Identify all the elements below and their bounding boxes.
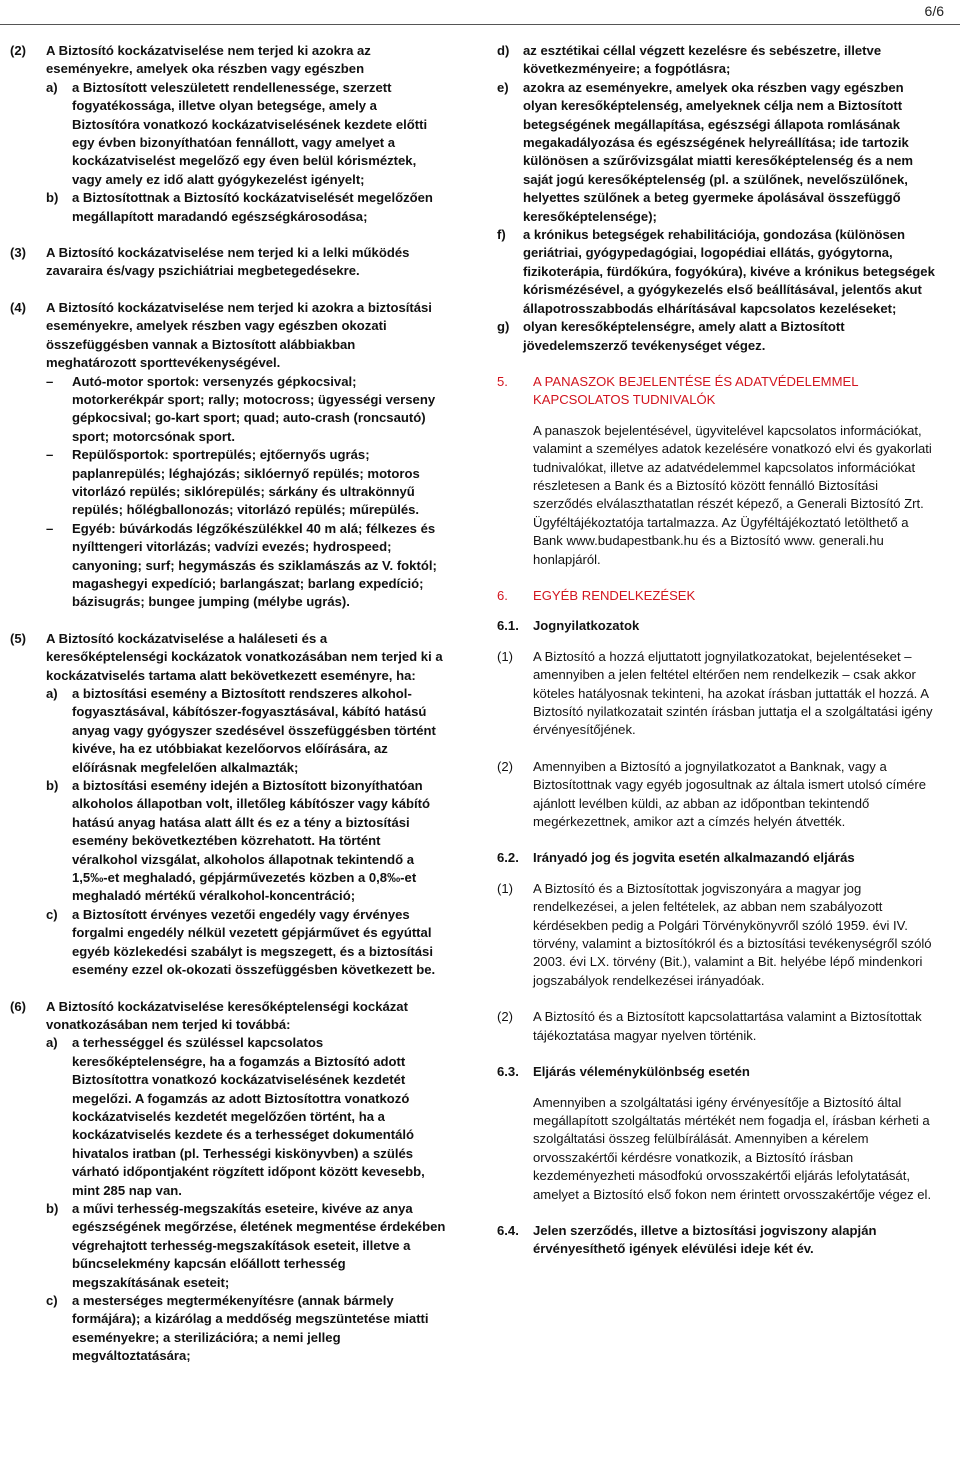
list-item [46,79,446,189]
item-text: a krónikus betegségek rehabilitációja, gondozása (különösen geriátriai, gyógypedagógiai, logopédiai ellátás, gyógytorna, fizikoterápia, fürdőkúra, fogyókúra), kivéve a krónikus betegségek kórismézésével, a gyógykezelés első beállításával, jelentős akut állapotrosszabbodás elhárításával kapcsolatos kezeléseket; [523,227,935,316]
list-item [497,226,937,318]
item-text: Autó-motor sportok: versenyzés gépkocsival; motorkerékpár sport; rally; motocross; ügyességi verseny gépkocsival; go-kart sport; quad; auto-crash (roncsautó) sport; motorcsónak sport. [72,373,436,444]
item-text: az esztétikai céllal végzett kezelésre és sebészetre, illetve következményeire; a fogpótlásra; [523,43,882,77]
section-title: Jognyilatkozatok [533,618,640,634]
item-label: e) [497,79,509,95]
dash-bullet: – [46,373,54,389]
paragraph-text: Amennyiben a szolgáltatási igény érvényesítője a Biztosító által megállapított szolgáltatás mértékét nem fogadja el, írásban kérheti a szolgáltatási összeg felülbírálását. Amennyiben a kérelem orvosszakértői kérdésre vonatkozik, a Biztosító írásban kezdeményezheti másodfokú orvosszakértői eljárás lefolytatását, amelyet a Biztosító első fokon nem érintett orvosszakértője végez el. [533,1094,932,1202]
section-number: 6.4. [497,1222,519,1238]
section-number: 6. [497,587,508,603]
section-3 [10,244,446,281]
item-label: a) [46,1035,58,1051]
section-number: 6.1. [497,618,519,634]
paragraph-number: (1) [497,880,514,896]
item-text: a Biztosított veleszületett rendellenessége, szerzett fogyatékossága, illetve olyan betegsége, amely a Biztosítóra vonatkozó kockázatviselésének kezdete előtti egy évben bizonyíthatóan fennállott, vagy amelyet a kockázatviselést megelőző egy éven belül kórisméztek, vagy amely ez idő alatt gyógykezelést igényelt; [72,79,428,187]
dash-bullet: – [46,447,54,463]
item-label: f) [497,227,506,243]
left-column [10,42,446,1366]
item-label: d) [497,43,510,58]
list-item [46,1200,446,1292]
item-label: c) [46,1293,58,1308]
paragraph [497,648,937,740]
item-text: olyan keresőképtelenségre, amely alatt a Biztosított jövedelemszerző tevékenységet végez. [523,319,845,353]
section-5 [10,630,446,980]
right-column [497,42,937,1259]
dash-bullet: – [46,520,54,536]
paragraph-text: A Biztosító és a Biztosítottak jogviszonyára a magyar jog rendelkezései, a jelen feltételek, az abban nem szabályozott kérdésekben pedig a Polgári Törvénykönyvről szóló 1959. évi IV. törvény, valamint a biztosítókról és a biztosítási tevékenységről szóló 2003. évi LX. törvény (Bit.), valamint a Bit. helyébe lépő mindenkori jogszabályok rendelkezései irányadóak. [533,880,932,988]
section-2 [10,42,446,226]
item-text: Egyéb: búvárkodás légzőkészülékkel 40 m alá; félkezes és nyílttengeri vitorlázás; vadvízi evezés; hydrospeed; canyoning; surf; hegymászás és sziklamászás az V. foktól; magashegyi expedíció; barlangászat; barlang expedíció; bázisugrás; bungee jumping (mélybe ugrás). [72,520,437,610]
page-number: 6/6 [924,3,944,19]
section-6-4 [497,1222,937,1259]
list-item [46,520,446,612]
paragraph-text: A Biztosító a hozzá eljuttatott jognyilatkozatokat, bejelentéseket – amennyiben a jelen feltétel eltérően nem rendelkezik – csak akkor köteles hatályosnak tekinteni, ha azokat írásban juttatták el hozzá. A Biztosító nyilatkozatait szintén írásban juttatja el a szolgáltatási igény érvényesítőjének. [533,648,933,738]
section-title: EGYÉB RENDELKEZÉSEK [533,587,696,603]
section-number: 6.2. [497,850,519,866]
item-text: a Biztosítottnak a Biztosító kockázatviselését megelőzően megállapított maradandó egészségkárosodása; [72,190,433,224]
item-label: b) [46,778,59,794]
section-5-heading [497,373,937,410]
paragraph-number: (2) [497,1009,514,1025]
item-label: c) [46,906,58,922]
section-text: A panaszok bejelentésével, ügyvitelével kapcsolatos információkat, valamint a személyes adatok kezelésére vonatkozó elvi és gyakorlati tudnivalókat, illetve az adatvédelemmel kapcsolatos információkat részletesen a Bank és a Biztosító között fennálló Biztosítási szerződés elválaszthatatlan részét képező, a Generali Biztosító Zrt. Ügyféltájékoztatója tartalmazza. Az Ügyféltájékoztató letölthető a Bank www.budapestbank.hu és a Biztosító www. generali.hu honlapjáról. [533,422,932,567]
section-4 [10,299,446,612]
item-text: a Biztosított érvényes vezetői engedély vagy érvényes forgalmi engedély nélkül vezetett gépjárművet és egyúttal egyéb közlekedési szabályt is megszegett, és a biztosítási esemény ezzel ok-okozati összefüggésben következett be. [72,906,436,978]
list-item [46,189,446,226]
section-text: A Biztosító kockázatviselése nem terjed ki a lelki működés zavaraira és/vagy pszichiátriai megbetegedésekre. [46,245,410,279]
item-text: a mesterséges megtermékenyítésre (annak bármely formájára); a kizárólag a meddőség megszüntetése miatti eseményekre; a sterilizációra; a nemi jelleg megváltoztatására; [72,1293,429,1364]
paragraph-number: (2) [497,758,514,774]
paragraph-text: Amennyiben a Biztosító a jognyilatkozatot a Banknak, vagy a Biztosítottnak vagy egyéb jogosultnak az általa ismert utolsó címére ajánlott levélben küldi, az abban az időpontban tekintendő megérkezettnek, amikor azt a címzés helyén átvették. [533,758,927,830]
section-6-2-heading [497,849,937,867]
list-item [497,42,937,79]
section-intro: A Biztosító kockázatviselése nem terjed ki azokra az eseményekre, amelyek oka részben vagy egészben [46,43,371,77]
item-label: a) [46,79,58,95]
section-5-body [497,422,937,569]
header-rule [0,24,960,25]
section-6-3-heading [497,1063,937,1081]
section-intro: A Biztosító kockázatviselése nem terjed ki azokra a biztosítási eseményekre, amelyek részben vagy egészben okozati összefüggésben vannak a Biztosított alábbiakban meghatározott sporttevékenységével. [46,299,432,371]
section-number: 5. [497,373,508,389]
list-item [46,777,446,906]
section-number: (4) [10,299,27,315]
list-item [46,685,446,777]
item-label: g) [497,319,510,335]
list-item [497,79,937,226]
list-item [46,373,446,447]
section-title: Jelen szerződés, illetve a biztosítási jogviszony alapján érvényesíthető igények elévülési ideje két év. [533,1222,877,1257]
section-6-heading [497,587,937,605]
section-title: Irányadó jog és jogvita esetén alkalmazandó eljárás [533,850,855,866]
section-title: Eljárás véleménykülönbség esetén [533,1064,750,1080]
item-label: b) [46,190,59,206]
item-text: a biztosítási esemény idején a Biztosított bizonyíthatóan alkoholos állapotban volt, illetőleg kábítószer vagy kábító hatású anyag hatása alatt állt és ez a tény a biztosítási esemény bekövetkeztében közrehatott. Ha történt véralkohol vizsgálat, alkoholos állapotnak tekintendő a 1,5‰-et meghaladó, gépjárművezetés közben a 0,8‰-et meghaladó mértékű véralkohol-koncentráció; [72,778,430,904]
section-number: (5) [10,630,27,646]
section-title: A PANASZOK BEJELENTÉSE ÉS ADATVÉDELEMMEL KAPCSOLATOS TUDNIVALÓK [533,373,859,408]
section-intro: A Biztosító kockázatviselése a haláleseti és a keresőképtelenségi kockázatok vonatkozásában nem terjed ki a kockázatviselés tartama alatt bekövetkezett eseményre, ha: [46,630,443,683]
section-6-1-heading [497,617,937,635]
list-item [46,1292,446,1366]
section-number: (3) [10,245,27,261]
item-text: a biztosítási esemény a Biztosított rendszeres alkohol-fogyasztásával, kábítószer-fogyasztásával, kábító hatású anyag vagy gyógyszer szedésével összefüggésben történt kivéve, ha ez utóbbiakat kezelőorvos előírására, az előírásnak megfelelően alkalmazták; [72,686,436,775]
paragraph [497,1094,937,1204]
paragraph [497,880,937,990]
paragraph [497,1008,937,1045]
list-item [46,906,446,980]
paragraph-text: A Biztosító és a Biztosított kapcsolattartása valamint a Biztosítottak tájékoztatása magyar nyelven történik. [533,1009,922,1043]
list-item [46,1034,446,1200]
item-label: a) [46,686,58,701]
item-text: Repülősportok: sportrepülés; ejtőernyős ugrás; paplanrepülés; léghajózás; siklóernyő repülés; motoros vitorlázó repülés; siklórepülés; sárkány és ultrakönnyű repülés; hőlégballonozás; vitorlázó repülés; műrepülés. [72,447,420,518]
list-item [497,318,937,355]
section-number: (2) [10,43,27,58]
paragraph-number: (1) [497,648,514,664]
item-text: azokra az eseményekre, amelyek oka részben vagy egészben olyan keresőképtelenség, amelyeknek célja nem a Biztosított betegségének megállapítása, egészségi állapota romlásának megakadályozása és egészségének helyreállítása; ide tartozik különösen a szűrővizsgálat miatti keresőképtelenség és a nem saját jogú keresőképtelenség (pl. a szülőnek, nevelőszülőnek, helyettes szülőnek a beteg gyermeke ápolásával összefüggő keresőképtelensége); [523,79,914,224]
section-6 [10,998,446,1366]
item-text: a terhességgel és szüléssel kapcsolatos keresőképtelenségre, ha a fogamzás a Biztosító adott Biztosítottra vonatkozó kockázatviselésének kezdetét megelőzi. A fogamzás az adott Biztosítottra vonatkozó kockázatviselés kezdetét megelőzően történt, ha a kockázatviselés kezdete és a terhességet dokumentáló hivatalos iratban (pl. Terhességi kiskönyvben) a szülés várható időpontjaként rögzített időpont között kevesebb, mint 285 nap van. [72,1035,425,1198]
item-text: a művi terhesség-megszakítás eseteire, kivéve az anya egészségének megőrzése, életének megmentése érdekében végrehajtott terhesség-megszakítások eseteit, illetve a bűncselekmény kapcsán előállott terhesség megszakításának eseteit; [72,1200,446,1290]
paragraph [497,758,937,832]
section-number: (6) [10,998,27,1014]
section-number: 6.3. [497,1064,519,1080]
item-label: b) [46,1200,59,1216]
section-intro: A Biztosító kockázatviselése keresőképtelenségi kockázat vonatkozásában nem terjed ki továbbá: [46,998,408,1032]
list-item [46,446,446,520]
